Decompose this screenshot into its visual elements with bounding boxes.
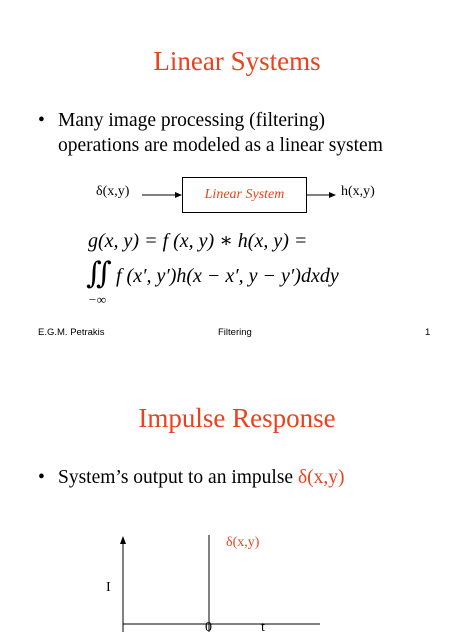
plot-y-axis-arrowhead	[120, 536, 126, 544]
slide2-bullet-marker: •	[38, 467, 45, 488]
plot-y-label: I	[106, 580, 111, 595]
plot-t-label: t	[261, 620, 265, 635]
output-label: h(x,y)	[341, 184, 375, 199]
input-label: δ(x,y)	[96, 184, 130, 199]
slide1-title: Linear Systems	[153, 46, 321, 76]
equation-line2: f (x′, y′)h(x − x′, y − y′)dxdy	[116, 265, 339, 287]
slide2-title: Impulse Response	[138, 403, 336, 433]
integral-lower-limit: −∞	[88, 292, 107, 307]
linear-system-label: Linear System	[204, 187, 285, 202]
footer-topic: Filtering	[218, 327, 252, 338]
equation-line1: g(x, y) = f (x, y) ∗ h(x, y) =	[88, 230, 308, 252]
slide1-bullet-line1: Many image processing (filtering)	[58, 110, 325, 131]
plot-origin-label: 0	[205, 620, 212, 635]
footer-author: E.G.M. Petrakis	[38, 327, 105, 338]
plot-delta-label: δ(x,y)	[226, 535, 260, 550]
slide2-bullet-text: System’s output to an impulse	[58, 467, 298, 488]
slide1-bullet-marker: •	[38, 110, 45, 131]
double-integral-symbol: ∬	[86, 257, 112, 290]
slide1-bullet-line2: operations are modeled as a linear system	[58, 135, 383, 156]
footer-page-number: 1	[425, 327, 431, 338]
slide2-bullet-delta: δ(x,y)	[297, 467, 345, 488]
